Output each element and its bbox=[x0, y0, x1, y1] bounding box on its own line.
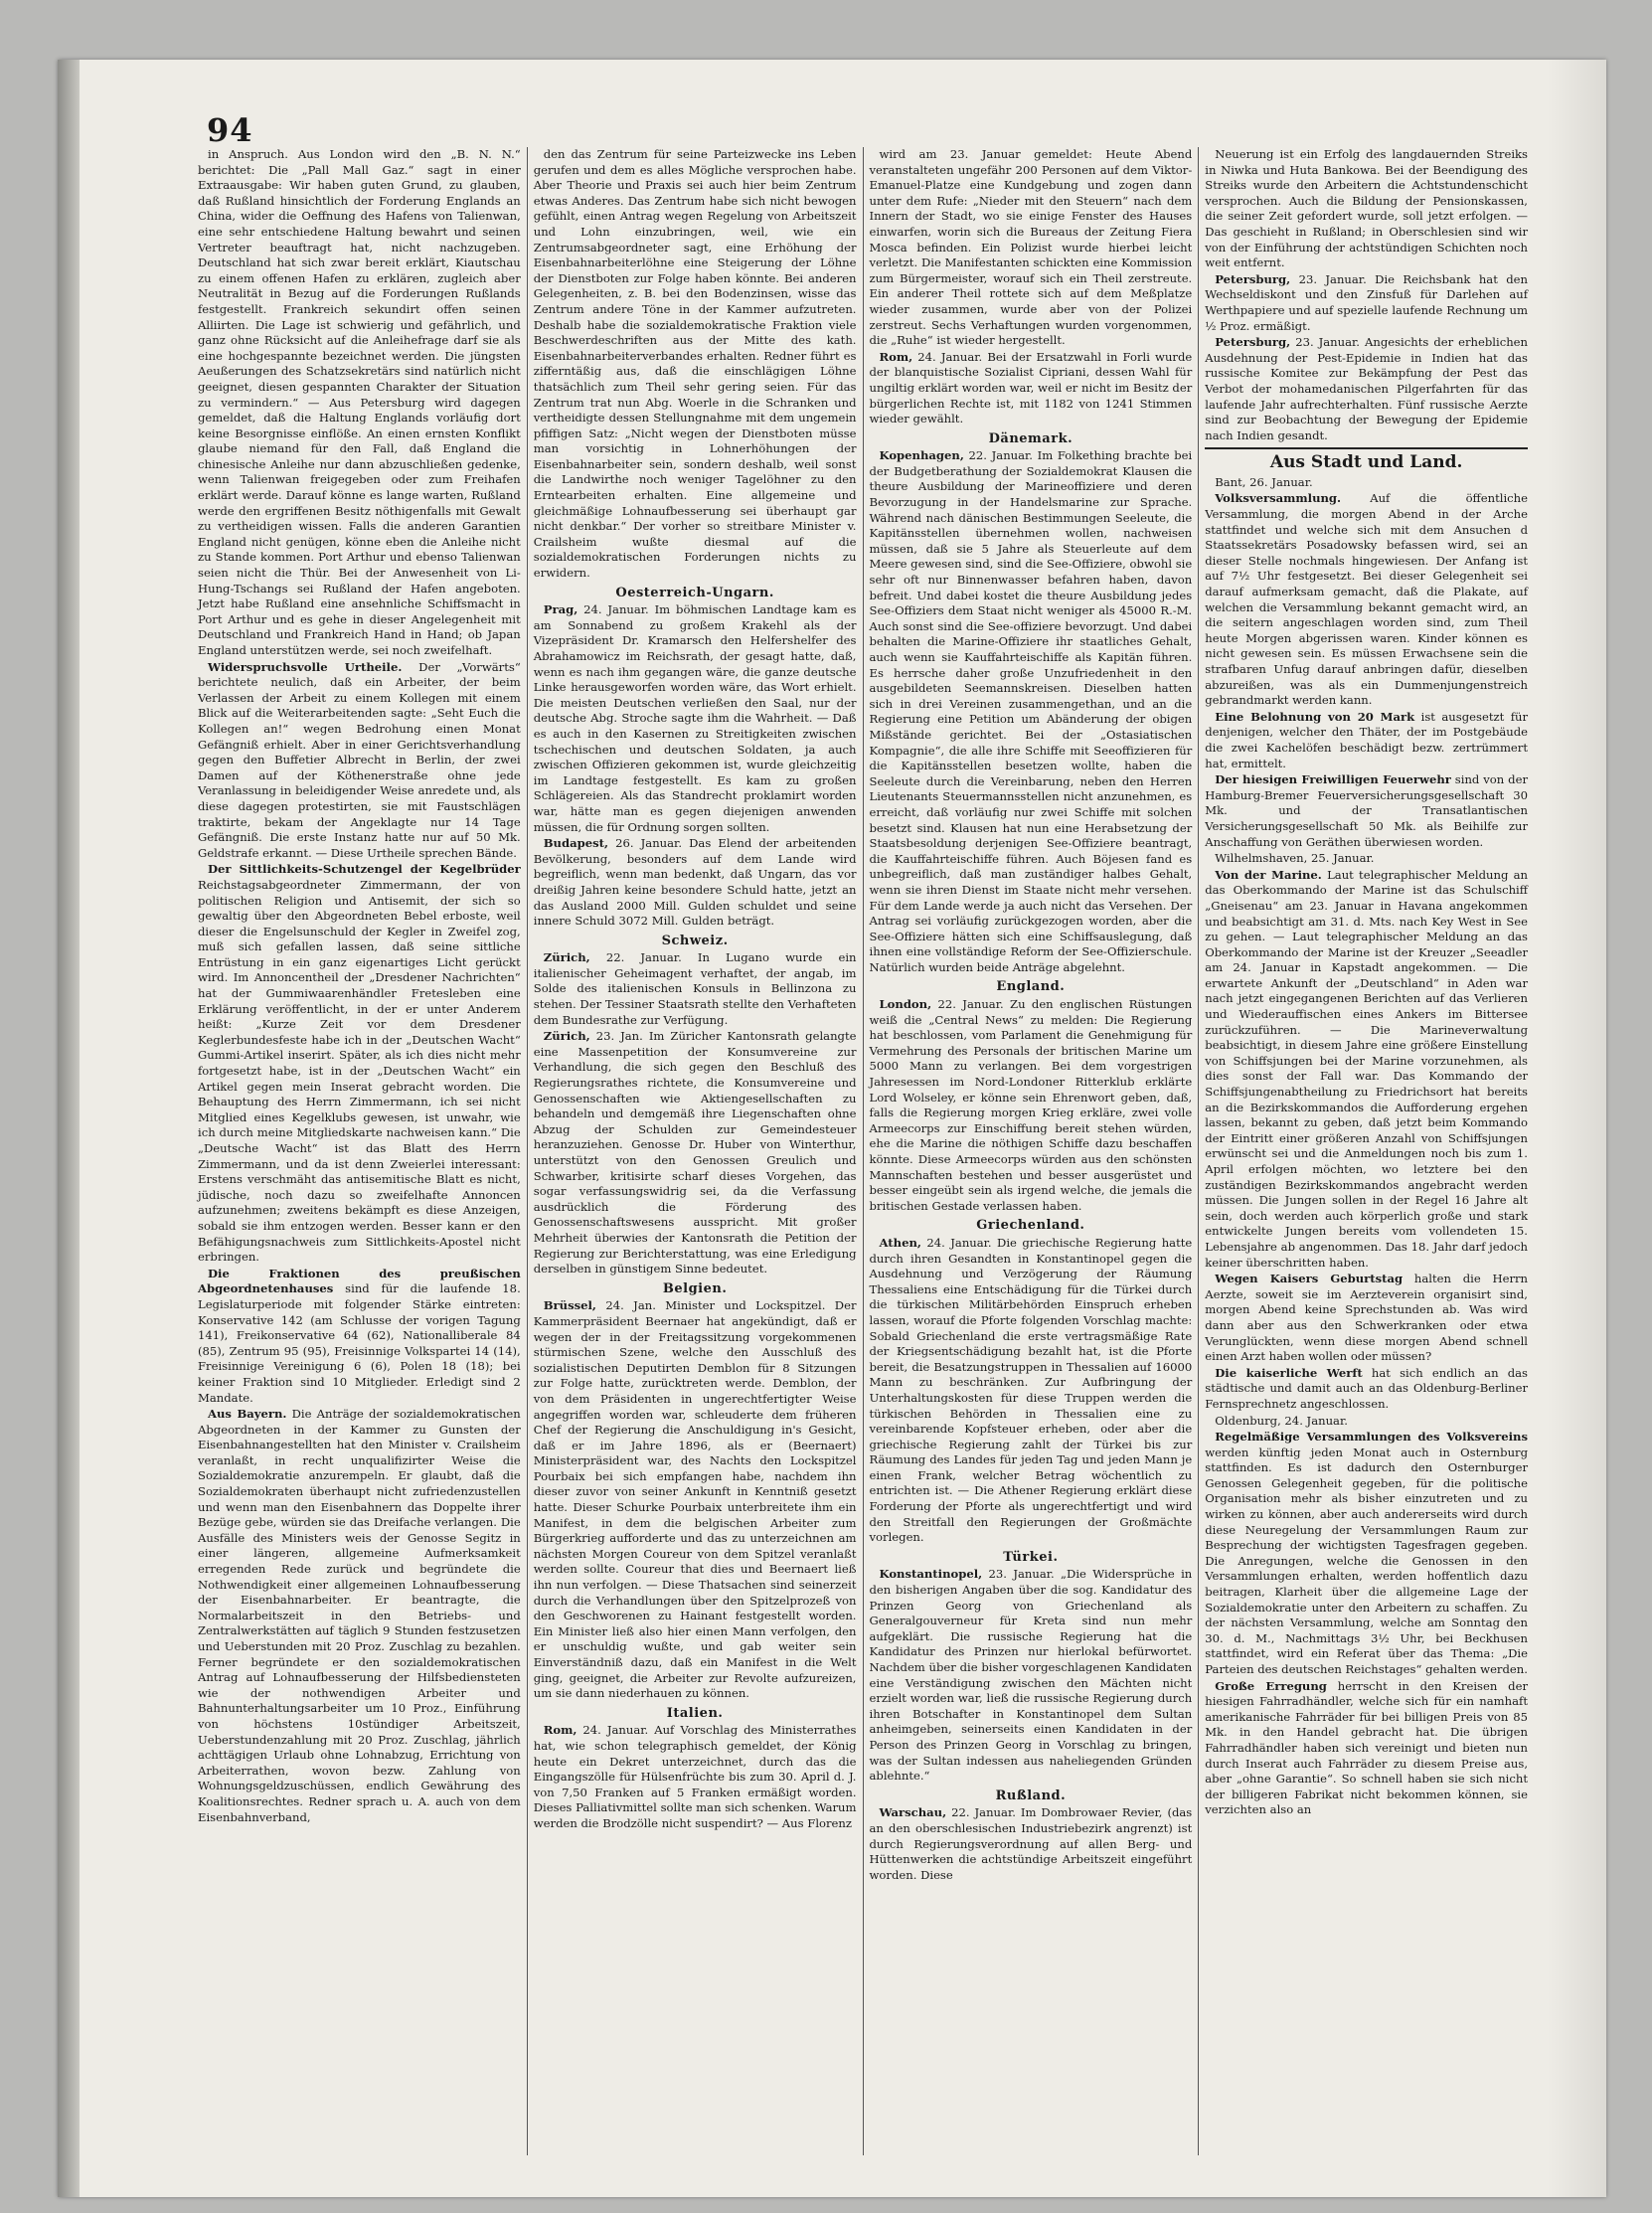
article-text: 24. Januar. Bei der Ersatzwahl in Forli wurde der blanquistische Sozialist Cipriani, dessen Wahl für ungiltig erklärt worden war, weil er nicht im Besitz der bürgerlichen Rechte ist, mit 1182 von 1241 Stimmen wieder gewählt. bbox=[869, 349, 1193, 426]
article-paragraph bbox=[870, 1236, 1193, 1546]
article-lead: Petersburg, bbox=[1215, 271, 1291, 286]
column-1 bbox=[192, 147, 527, 2155]
article-paragraph bbox=[534, 950, 857, 1028]
article-paragraph bbox=[1205, 1366, 1528, 1413]
page-shadow bbox=[1547, 60, 1606, 2197]
article-lead: Petersburg, bbox=[1215, 335, 1291, 350]
article-paragraph bbox=[534, 147, 857, 582]
text-columns bbox=[192, 147, 1534, 2155]
article-lead: Große Erregung bbox=[1215, 1678, 1327, 1693]
country-heading: Türkei. bbox=[1003, 1549, 1059, 1565]
article-lead: Budapest, bbox=[543, 836, 608, 851]
country-heading: England. bbox=[996, 979, 1066, 995]
article-lead: Aus Bayern. bbox=[208, 1407, 287, 1422]
article-text: sind für die laufende 18. Legislaturperiode mit folgender Stärke eintreten: Konservative 142 (am Schlusse der vorigen Tagung 141), Freikonservative 64 (62), Nationalliberale 84 (85), Zentrum 95 (95), Freisinnige Volkspartei 14 (14), Freisinnige Vereinigung 6 (6), Polen 18 (18); bei keiner Fraktion sind 10 Mitglieder. Erledigt sind 2 Mandate. bbox=[198, 1281, 521, 1405]
article-paragraph bbox=[1205, 272, 1528, 334]
article-lead: London, bbox=[879, 997, 932, 1012]
article-text: 22. Januar. Im Dombrowaer Revier, (das an den oberschlesischen Industriebezirk angrenzt) ist durch Regierungsverordnung auf allen Berg- und Hüttenwerken die achtstündige Arbeitszeit eingeführt worden. Diese bbox=[869, 1805, 1193, 1882]
article-paragraph bbox=[870, 997, 1193, 1214]
article-lead: Volksversammlung. bbox=[1215, 491, 1342, 506]
article-text: Reichstagsabgeordneter Zimmermann, der von politischen Religion und Antisemit, der sich so gewaltig über den Abgeordneten Bebel erboste, weil dieser die Engelsunschuld der Kegler in Zweifel zog, muß sich gefallen lassen, daß seine sittliche Entrüstung in ein ganz eigenartiges Licht gerückt wird. Im Annoncentheil der „Dresdener Nachrichten“ hat der Gummiwaarenhändler Fretesleben eine Erklärung veröffentlicht, in der er unter Anderem heißt: „Kurze Zeit vor dem Dresdener Keglerbundesfeste habe ich in der „Deutschen Wacht“ Gummi-Artikel inserirt. Später, als ich dies nicht mehr fortgesetzt habe, ist in der „Deutschen Wacht“ ein Artikel gegen mein Inserat gebracht worden. Die Behauptung des Herrn Zimmermann, ich sei nicht Mitglied eines Kegelklubs gewesen, ist unwahr, wie ich durch meine Mitgliedskarte nachweisen kann.“ Die „Deutsche Wacht“ ist das Blatt des Herrn Zimmermann, und da ist denn Zweierlei interessant: Erstens verschmäht das antisemitische Blatt es nicht, jüdische, noch dazu so zweifelhafte Annoncen aufzunehmen; zweitens bekämpft es diese Anzeigen, sobald sie ihm entzogen werden. Besser kann er den Befähigungsnachweis zum Sittlichkeits-Apostel nicht erbringen. bbox=[198, 877, 521, 1265]
article-paragraph bbox=[870, 1567, 1193, 1784]
article-text: herrscht in den Kreisen der hiesigen Fahrradhändler, welche sich für ein namhaft amerikanische Fahrräder für bei billigen Preis von 85 Mk. in den Handel gebracht hat. Die übrigen Fahrradhändler haben sich vereinigt und bieten nun durch Inserat auch Fahrräder zu diesem Preise aus, aber „ohne Garantie“. So schnell haben sie sich nicht der billigeren Fabrikat nicht bekommen können, sie verzichten also an bbox=[1205, 1678, 1529, 1817]
article-text: 22. Januar. Im Folkething brachte bei der Budgetberathung der Sozialdemokrat Klausen die theure Ausbildung der Marineoffiziere und deren Bevorzugung in der Handelsmarine zur Sprache. Während nach dänischen Bestimmungen Seeleute, die Kapitänsstellen übernehmen wollen, nachweisen müssen, daß sie 5 Jahre als Steuerleute auf dem Meere gewesen sind, sind die See-Offiziere, obwohl sie sehr oft nur Binnenwasser befahren haben, davon befreit. Und dabei kostet die theure Ausbildung jedes See-Offiziers dem Staat nicht weniger als 45000 R.-M. Auch sonst sind die See-offiziere bevorzugt. Und dabei behalten die Marine-Offiziere ihr staatliches Gehalt, auch wenn sie Kauffahrteischiffe als Kapitän führen. Es herrsche daher große Unzufriedenheit in den ausgebildeten Seemannskreisen. Dieselben hatten sich in drei Vereinen zusammengethan, und an die Regierung eine Petition um Abänderung der obigen Mißstände gerichtet. Bei der „Ostasiatischen Kompagnie“, die alle ihre Schiffe mit Seeoffizieren für die Kapitänsstellen besetzen wollte, haben die Seeleute durch die Vereinbarung, neben den Herren Lieutenants Steuermannsstellen nicht anzunehmen, es erreicht, daß vorläufig nur zwei Schiffe mit solchen besetzt sind. Klausen hat nun eine Herabsetzung der Staatsbesoldung derjenigen See-Offiziere beantragt, die Kauffahrteischiffe führen. Auch Böjesen fand es unbegreiflich, daß man zuständiger halbes Gehalt, wenn sie ihren Dienst im Staate nicht mehr versehen. Für dem Lande werde ja auch nicht das Versehen. Der Antrag sei vorläufig zurückgezogen worden, aber die See-Offiziere hätten sich eine Schiffsauslegung, daß ihnen eine vollständige Reform der See-Offizierschule. Natürlich wurden beide Anträge abgelehnt. bbox=[869, 448, 1193, 974]
article-text: 23. Januar. Angesichts der erheblichen Ausdehnung der Pest-Epidemie in Indien hat das russische Komitee zur Bekämpfung der Pest das Verbot der mohamedanischen Pilgerfahrten für das laufende Jahr aufrechterhalten. Fünf russische Aerzte sind zur Beobachtung der Bewegung der Epidemie nach Indien gesandt. bbox=[1205, 335, 1528, 442]
article-paragraph bbox=[198, 147, 521, 659]
article-text: Laut telegraphischer Meldung an das Oberkommando der Marine ist das Schulschiff „Gneisenau“ am 23. Januar in Havana angekommen und beabsichtigt am 31. d. Mts. nach Key West in See zu gehen. — Laut telegraphischer Meldung an das Oberkommando der Marine ist der Kreuzer „Seeadler am 24. Januar in Kapstadt angekommen. — Die erwartete Ankunft der „Deutschland“ in Aden war nach jetzt eingegangenen Berichten auf das Verlieren und Wiederauffischen eines Ankers im Bittersee zurückzuführen. — Die Marineverwaltung beabsichtigt, in diesem Jahre eine größere Einstellung von Schiffsjungen bei der Marine vorzunehmen, als dies sonst der Fall war. Das Kommando der Schiffsjungenabtheilung zu Friedrichsort hat bereits an die Bezirkskommandos die Aufforderung ergehen lassen, bekannt zu geben, daß jetzt beim Kommando der Eintritt einer größeren Anzahl von Schiffsjungen erwünscht sei und die Anmeldungen noch bis zum 1. April erfolgen möchten, wo letztere bei den zuständigen Bezirkskommandos angebracht werden müssen. Die Jungen sollen in der Regel 16 Jahre alt sein, doch werden auch körperlich große und stark entwickelte Jungen bereits vom vollendeten 15. Lebensjahre ab angenommen. Das 18. Jahr darf jedoch keiner überschritten haben. bbox=[1205, 867, 1529, 1270]
country-heading: Belgien. bbox=[662, 1280, 728, 1296]
article-text: 22. Januar. In Lugano wurde ein italienischer Geheimagent verhaftet, der angab, im Solde des italienischen Konsuls in Bellinzona zu stehen. Der Tessiner Staatsrath stellte den Verhafteten dem Bundesrathe zur Verfügung. bbox=[533, 950, 857, 1027]
article-paragraph bbox=[1205, 1414, 1528, 1430]
article-paragraph bbox=[1205, 491, 1528, 708]
article-lead: Widerspruchsvolle Urtheile. bbox=[208, 659, 403, 674]
article-paragraph bbox=[1205, 1679, 1528, 1818]
article-text: Auf die öffentliche Versammlung, die morgen Abend in der Arche stattfindet und welche sich mit dem Ansuchen d Staatssekretärs Posadowsky befassen wird, sei an dieser Stelle nochmals hingewiesen. Der Anfang ist auf 7½ Uhr festgesetzt. Bei dieser Gelegenheit sei darauf aufmerksam gemacht, daß die Plakate, auf welchen die Versammlung bekannt gemacht wird, an die seitern angeschlagen worden sind, zum Theil heute Morgen abgerissen waren. Kinder können es nicht gewesen sein. Es müssen Erwachsene sein die strafbaren Unfug darauf anbringen dafür, dieselben abzureißen, was als ein Dummenjungenstreich gebrandmarkt werden kann. bbox=[1205, 491, 1529, 708]
article-paragraph bbox=[870, 1805, 1193, 1883]
article-paragraph bbox=[1205, 1272, 1528, 1365]
page-number: 94 bbox=[207, 111, 253, 149]
article-text: halten die Herrn Aerzte, soweit sie im Aerzteverein organisirt sind, morgen Abend keine Sprechstunden ab. Was wird dann aber aus den Schwerkranken oder etwa Verunglückten, wenn diese morgen Abend schnell einen Arzt haben wollen oder müssen? bbox=[1205, 1272, 1529, 1364]
article-paragraph bbox=[198, 660, 521, 862]
article-text: Oldenburg, 24. Januar. bbox=[1215, 1413, 1348, 1428]
article-text: sind von der Hamburg-Bremer Feuerversicherungsgesellschaft 30 Mk. und der Transatlantischen Versicherungsgesellschaft 50 Mk. als Beihilfe zur Anschaffung von Geräthen überwiesen worden. bbox=[1205, 772, 1528, 849]
article-text: in Anspruch. Aus London wird den „B. N. N.“ berichtet: Die „Pall Mall Gaz.“ sagt in einer Extraausgabe: Wir haben guten Grund, zu glauben, daß Rußland hinsichtlich der Forderung Englands an China, wider die Oeffnung des Hafens von Talienwan, eine sehr entschiedene Haltung bewahrt und seinen Vertreter beauftragt hat, nicht nachzugeben. Deutschland hat sich zwar bereit erklärt, Kiautschau zu einem offenen Hafen zu erklären, zugleich aber Neutralität in Bezug auf die Forderungen Rußlands festgestellt. Frankreich sekundirt offen seinen Alliirten. Die Lage ist schwierig und gefährlich, und ganz ohne Rücksicht auf die Anleihefrage darf sie als eine hochgespannte bezeichnet werden. Die jüngsten Aeußerungen des Schatzsekretärs sind natürlich nicht geeignet, diesen gespannten Charakter der Situation zu vermindern.“ — Aus Petersburg wird dagegen gemeldet, daß die Haltung Englands vorläufig dort keine Besorgnisse einflöße. An einen ernsten Konflikt glaube niemand für den Fall, daß England die chinesische Anleihe nur dann abzuschließen gedenke, wenn Talienwan freigegeben oder zum Freihafen erklärt werde. Darauf könne es lange warten, Rußland werde den ergriffenen Besitz nöthigenfalls mit Gewalt zu vertheidigen wissen. Falls die anderen Garantien England nicht genügen, könne eben die Anleihe nicht zu Stande kommen. Port Arthur und ebenso Talienwan seien nicht die Thür. Bei der Anwesenheit von Li-Hung-Tschangs sei Rußland der Hafen angeboten. Jetzt habe Rußland eine ansehnliche Schiffsmacht in Port Arthur und es gehe in dieser Angelegenheit mit Deutschland und Frankreich Hand in Hand; ob Japan England unterstützen werde, sei noch zweifelhaft. bbox=[198, 147, 521, 657]
article-text: den das Zentrum für seine Parteizwecke ins Leben gerufen und dem es alles Mögliche versprochen habe. Aber Theorie und Praxis sei auch hier beim Zentrum etwas Anderes. Das Zentrum habe sich nicht bewogen gefühlt, einen Antrag wegen Regelung von Arbeitszeit und Lohn einzubringen, weil, wie ein Zentrumsabgeordneter sagt, eine Erhöhung der Eisenbahnarbeiterlöhne eine Steigerung der Löhne der Dienstboten zur Folge haben könnte. Bei anderen Gelegenheiten, z. B. bei den Bodenzinsen, wisse das Zentrum andere Töne in der Kammer aufzutreten. Deshalb habe die sozialdemokratische Fraktion viele Beschwerdeschriften aus der Mitte des kath. Eisenbahnarbeiterverbandes erhalten. Redner führt es zifferntäßig aus, daß die einschlägigen Löhne thatsächlich zum Theil sehr gering seien. Für das Zentrum trat nun Abg. Woerle in die Schranken und vertheidigte dessen Stellungnahme mit dem ungemein pfiffigen Satz: „Nicht wegen der Dienstboten müsse man vorsichtig in Lohnerhöhungen der Eisenbahnarbeiter sein, sondern deshalb, weil sonst die Landwirthe noch weniger Tagelöhner zu den Erntearbeiten erhalten. Eine allgemeine und gleichmäßige Lohnaufbesserung sei überhaupt gar nicht denkbar.“ Der vorher so streitbare Minister v. Crailsheim wußte diesmal auf die sozialdemokratischen Forderungen nichts zu erwidern. bbox=[533, 147, 857, 581]
article-paragraph bbox=[534, 1298, 857, 1701]
article-text: 23. Januar. „Die Widersprüche in den bisherigen Angaben über die sog. Kandidatur des Prinzen Georg von Griechenland als Generalgouverneur für Kreta sind nun mehr aufgeklärt. Die russische Regierung hat die Kandidatur des Prinzen nur hierlokal befürwortet. Nachdem über die bisher vorgeschlagenen Kandidaten eine Verständigung zwischen den Mächten nicht erzielt worden war, ließ die russische Regierung durch ihren Botschafter in Konstantinopel dem Sultan anheimgeben, seinerseits einen Kandidaten in der Person des Prinzen Georg in Vorschlag zu bringen, was der Sultan indessen aus naheliegenden Gründen ablehnte.“ bbox=[869, 1567, 1193, 1784]
article-paragraph bbox=[1205, 335, 1528, 443]
article-paragraph bbox=[870, 448, 1193, 975]
article-text: ist ausgesetzt für denjenigen, welcher den Thäter, der im Postgebäude die zwei Kachelöfen beschädigt bezw. zertrümmert hat, ermittelt. bbox=[1205, 709, 1528, 770]
article-lead: Kopenhagen, bbox=[879, 448, 964, 463]
column-4 bbox=[1198, 147, 1534, 2155]
article-lead: Der hiesigen Freiwilligen Feuerwehr bbox=[1215, 772, 1451, 787]
article-text: werden künftig jeden Monat auch in Osternburg stattfinden. Es ist dadurch den Osternburger Genossen Gelegenheit gegeben, für die politische Organisation mehr als bisher einzutreten und zu wirken zu können, aber auch andererseits wird durch diese Neuregelung der Versammlungen Raum zur Besprechung der wichtigsten Tagesfragen gegeben. Die Anregungen, welche die Genossen in den Versammlungen erhalten, werden hoffentlich dazu beitragen, Klarheit über die allgemeine Lage der Sozialdemokratie unter den Arbeitern zu schaffen. Zu der nächsten Versammlung, welche am Sonntag den 30. d. M., Nachmittags 3½ Uhr, bei Beckhusen stattfindet, wird ein Referat über das Thema: „Die Parteien des deutschen Reichstages“ gehalten werden. bbox=[1205, 1445, 1528, 1676]
country-heading: Griechenland. bbox=[976, 1218, 1085, 1234]
article-paragraph bbox=[1205, 147, 1528, 271]
article-paragraph bbox=[1205, 851, 1528, 867]
section-heading: Aus Stadt und Land. bbox=[1205, 447, 1528, 471]
article-text: Die Anträge der sozialdemokratischen Abgeordneten in der Kammer zu Gunsten der Eisenbahnangestellten hat den Minister v. Crailsheim veranlaßt, in recht unqualifizirter Weise die Sozialdemokratie anzurempeln. Er glaubt, daß die Sozialdemokraten überhaupt nicht zufriedenzustellen und wenn man den Eisenbahnern das Doppelte ihrer Bezüge gebe, würden sie das Dreifache verlangen. Die Ausfälle des Ministers weis der Genosse Segitz in einer längeren, allgemeine Aufmerksamkeit erregenden Rede zurück und begründete die Nothwendigkeit einer allgemeinen Lohnaufbesserung der Eisenbahnarbeiter. Er beantragte, die Normalarbeitszeit in den Betriebs- und Zentralwerkstätten auf täglich 9 Stunden festzusetzen und Ueberstunden mit 20 Proz. Zuschlag zu bezahlen. Ferner begründete er den sozialdemokratischen Antrag auf Lohnaufbesserung der Hilfsbediensteten wie der nothwendigen Arbeiter und Bahnunterhaltungsarbeiter um 10 Proz., Einführung von höchstens 10stündiger Arbeitszeit, Ueberstundenzahlung mit 20 Proz. Zuschlag, jährlich achttägigen Urlaub ohne Lohnabzug, Errichtung von Arbeiterrathen, wovon bezw. Zahlung von Wohnungsgeldzuschüssen, endlich Gewährung des Koalitionsrechtes. Redner sprach u. A. auch von dem Eisenbahnverband, bbox=[198, 1407, 521, 1824]
article-paragraph bbox=[870, 147, 1193, 349]
article-paragraph bbox=[870, 350, 1193, 427]
article-lead: Konstantinopel, bbox=[879, 1567, 983, 1582]
article-text: 24. Januar. Im böhmischen Landtage kam es am Sonnabend zu großem Krakehl als der Vizepräsident Dr. Kramarsch den Helfershelfer des Abrahamowicz im Reichsrath, der gesagt hatte, daß, wenn es nach ihm gegangen wäre, die ganze deutsche Linke herausgeworfen worden wäre, das Wort erhielt. Die meisten Deutschen verließen den Saal, nur der deutsche Abg. Stroche sagte ihm die Wahrheit. — Daß es auch in den Kasernen zu Streitigkeiten zwischen tschechischen und deutschen Soldaten, ja auch zwischen Offizieren gekommen ist, wurde gleichzeitig im Landtage festgestellt. Es kam zu großen Schlägereien. Als das Standrecht proklamirt worden war, hätte man es gegen diejenigen anwenden müssen, die für Ordnung sorgen sollten. bbox=[533, 602, 857, 834]
country-heading: Rußland. bbox=[995, 1787, 1067, 1803]
article-lead: Von der Marine. bbox=[1215, 867, 1322, 882]
article-paragraph bbox=[198, 1267, 521, 1406]
article-lead: Die Fraktionen des preußischen Abgeordnetenhauses bbox=[198, 1266, 521, 1296]
article-paragraph bbox=[534, 1723, 857, 1831]
article-lead: Rom, bbox=[543, 1723, 578, 1738]
article-text: 24. Januar. Die griechische Regierung hatte durch ihren Gesandten in Konstantinopel gegen die Ausdehnung und Verzögerung der Räumung Thessaliens eine Entschädigung für die Türkei durch die türkischen Militärbehörden Einspruch erheben lassen, worauf die Pforte folgenden Vorschlag machte: Sobald Griechenland die erste vertragsmäßige Rate der Kriegsentschädigung bezahlt hat, ist die Pforte bereit, die Besatzungstruppen in Thessalien auf 16000 Mann zu beschränken. Zur Aufbringung der Unterhaltungskosten für diese Truppen werden die türkischen Behörden in Thessalien eine zu vereinbarende Kopfsteuer erheben, oder aber die griechische Regierung zahlt der Türkei bis zur Räumung des Landes für jeden Tag und jeden Mann je einen Frank, welcher Betrag wöchentlich zu entrichten ist. — Die Athener Regierung erklärt diese Forderung der Pforte als ungerechtfertigt und wird den Streitfall den Regierungen der Großmächte vorlegen. bbox=[869, 1235, 1193, 1545]
column-3 bbox=[863, 147, 1199, 2155]
article-text: hat sich endlich an das städtische und damit auch an das Oldenburg-Berliner Fernsprechnetz angeschlossen. bbox=[1205, 1365, 1528, 1411]
article-lead: Wegen Kaisers Geburtstag bbox=[1215, 1272, 1404, 1286]
article-text: 24. Januar. Auf Vorschlag des Ministerrathes hat, wie schon telegraphisch gemeldet, der König heute ein Dekret unterzeichnet, durch das die Eingangszölle für Hülsenfrüchte bis zum 30. April d. J. von 7,50 Franken auf 5 Franken ermäßigt worden. Dieses Palliativmittel sollte man sich schenken. Warum werden die Brodzölle nicht suspendirt? — Aus Florenz bbox=[533, 1723, 857, 1830]
article-lead: Athen, bbox=[879, 1235, 921, 1250]
article-lead: Prag, bbox=[543, 602, 578, 617]
article-text: 24. Jan. Minister und Lockspitzel. Der Kammerpräsident Beernaer hat angekündigt, daß er wegen der in der Freitagssitzung vorgekommenen stürmischen Szene, welche den Ausschluß des sozialistischen Deputirten Demblon für 8 Sitzungen zur Folge hatte, zurücktreten werde. Demblon, der von dem Präsidenten in ungerechtfertigter Weise angegriffen worden war, schleuderte dem früheren Chef der Regierung die Anschuldigung in's Gesicht, daß er im Jahre 1896, als er (Beernaert) Ministerpräsident war, des Nachts den Lockspitzel Pourbaix bei sich empfangen habe, nachdem ihn dieser zuvor von seiner Ankunft in Kenntniß gesetzt hatte. Dieser Schurke Pourbaix unterbreitete ihm ein Manifest, in dem die belgischen Arbeiter zum Bürgerkrieg aufforderte und das zu unterzeichnen am nächsten Morgen Coureur von dem Spitzel veranlaßt werden sollte. Coureur that dies und Beernaert ließ ihn nun verfolgen. — Diese Thatsachen sind seinerzeit durch die Verhandlungen über den Spitzelprozeß von den Geschworenen zu Hainant festgestellt worden. Ein Minister ließ also hier einen Mann verfolgen, den er unschuldig wußte, und gab weiter sein Einverständniß dazu, daß ein Manifest in die Welt ging, geeignet, die Arbeiter zur Revolte aufzureizen, um sie dann niederhauen zu können. bbox=[533, 1298, 857, 1701]
binding-edge bbox=[58, 60, 80, 2197]
article-paragraph bbox=[1205, 475, 1528, 491]
article-paragraph bbox=[1205, 772, 1528, 850]
country-heading: Italien. bbox=[666, 1705, 724, 1721]
country-heading: Oesterreich-Ungarn. bbox=[615, 585, 774, 600]
article-lead: Regelmäßige Versammlungen des Volksvereins bbox=[1215, 1430, 1528, 1445]
column-2 bbox=[527, 147, 863, 2155]
article-text: wird am 23. Januar gemeldet: Heute Abend veranstalteten ungefähr 200 Personen auf dem Viktor-Emanuel-Platze eine Kundgebung und zogen dann unter dem Rufe: „Nieder mit den Steuern“ nach dem Innern der Stadt, wo sie einige Fenster des Hauses einwarfen, worin sich die Bureaus der Zeitung Fiera Mosca befinden. Ein Polizist wurde hierbei leicht verletzt. Die Manifestanten schickten eine Kommission zum Bürgermeister, worauf sich ein Theil zerstreute. Ein anderer Theil rottete sich auf dem Meßplatze wieder zusammen, wurde aber von der Polizei zerstreut. Sechs Verhaftungen wurden vorgenommen, die „Ruhe“ ist wieder hergestellt. bbox=[869, 147, 1193, 348]
article-text: Der „Vorwärts“ berichtete neulich, daß ein Arbeiter, der beim Verlassen der Arbeit zu einem Kollegen mit einem Blick auf die Weiterarbeitenden sagte: „Seht Euch die Kollegen an!“ wegen Bedrohung einen Monat Gefängniß erhielt. Aber in einer Gerichtsverhandlung gegen den Buffetier Albrecht in Berlin, der zwei Damen auf der Köthenerstraße ohne jede Veranlassung in beleidigender Weise anredete und, als diese dagegen protestirten, sie mit Faustschlägen traktirte, bekam der Angeklagte nur 14 Tage Gefängniß. Die erste Instanz hatte nur auf 50 Mk. Geldstrafe erkannt. — Diese Urtheile sprechen Bände. bbox=[198, 659, 521, 860]
article-lead: Eine Belohnung von 20 Mark bbox=[1215, 709, 1415, 724]
article-lead: Warschau, bbox=[879, 1805, 947, 1820]
article-text: 23. Jan. Im Züricher Kantonsrath gelangte eine Massenpetition der Konsumvereine zur Verhandlung, die sich gegen den Beschluß des Regierungsrathes richtete, die Konsumvereine und Genossenschaften wie Aktiengesellschaften zu behandeln und demgemäß ihre Liegenschaften ohne Abzug der Schulden zur Gemeindesteuer heranzuziehen. Genosse Dr. Huber von Winterthur, unterstützt von den Genossen Greulich und Schwarber, kritisirte scharf dieses Vorgehen, das sogar verfassungswidrig sei, da die Verfassung ausdrücklich die Förderung des Genossenschaftswesens ausspricht. Mit großer Mehrheit überwies der Kantonsrath die Petition der Regierung zur Berichterstattung, was eine Erledigung derselben in günstigem Sinne bedeutet. bbox=[533, 1029, 857, 1277]
article-paragraph bbox=[198, 1407, 521, 1825]
article-lead: Die kaiserliche Werft bbox=[1215, 1365, 1363, 1380]
article-paragraph bbox=[1205, 868, 1528, 1271]
article-lead: Der Sittlichkeits-Schutzengel der Kegelbrüder bbox=[208, 862, 521, 877]
article-text: Neuerung ist ein Erfolg des langdauernden Streiks in Niwka und Huta Bankowa. Bei der Beendigung des Streiks wurde den Arbeitern die Achtstundenschicht versprochen. Auch die Bildung der Pensionskassen, die seiner Zeit gefordert wurde, soll jetzt erfolgen. — Das geschieht in Rußland; in Oberschlesien sind wir von der Einführung der achtstündigen Schichten noch weit entfernt. bbox=[1205, 147, 1528, 270]
article-lead: Rom, bbox=[879, 349, 913, 364]
country-heading: Schweiz. bbox=[661, 933, 729, 948]
article-paragraph bbox=[534, 836, 857, 930]
article-text: 26. Januar. Das Elend der arbeitenden Bevölkerung, besonders auf dem Lande wird begreiflich, wenn man bedenkt, daß Ungarn, das vor dreißig Jahren keine besondere Schuld hatte, jetzt an das Ausland 2000 Mill. Gulden schuldet und seine innere Schuld 3072 Mill. Gulden beträgt. bbox=[533, 836, 857, 929]
article-paragraph bbox=[1205, 710, 1528, 771]
article-text: 23. Januar. Die Reichsbank hat den Wechseldiskont und den Zinsfuß für Darlehen auf Werthpapiere und auf spezielle laufende Rechnung um ½ Proz. ermäßigt. bbox=[1205, 271, 1528, 333]
article-paragraph bbox=[534, 602, 857, 835]
article-lead: Brüssel, bbox=[543, 1298, 596, 1313]
article-paragraph bbox=[198, 862, 521, 1265]
article-paragraph bbox=[1205, 1430, 1528, 1678]
newspaper-page bbox=[58, 60, 1606, 2197]
article-text: Wilhelmshaven, 25. Januar. bbox=[1215, 851, 1375, 866]
article-text: Bant, 26. Januar. bbox=[1215, 474, 1313, 489]
article-lead: Zürich, bbox=[543, 1029, 590, 1044]
article-paragraph bbox=[534, 1029, 857, 1277]
article-lead: Zürich, bbox=[543, 950, 590, 965]
country-heading: Dänemark. bbox=[988, 430, 1074, 446]
article-text: 22. Januar. Zu den englischen Rüstungen weiß die „Central News“ zu melden: Die Regierung hat beschlossen, vom Parlament die Genehmigung für Vermehrung des Personals der britischen Marine um 5000 Mann zu verlangen. Bei dem vorgestrigen Jahresessen im Nord-Londoner Ritterklub erklärte Lord Wolseley, er könne sein Ehrenwort geben, daß, falls die Regierung morgen Krieg erkläre, zwei volle Armeecorps zur Einschiffung bereit stehen würden, ehe die Marine die nöthigen Schiffe dazu beschaffen könnte. Diese Armeecorps würden aus den schönsten Mannschaften bestehen und besser ausgerüstet und besser eingeübt sein als irgend welche, die jemals die britischen Gestade verlassen haben. bbox=[869, 997, 1193, 1213]
